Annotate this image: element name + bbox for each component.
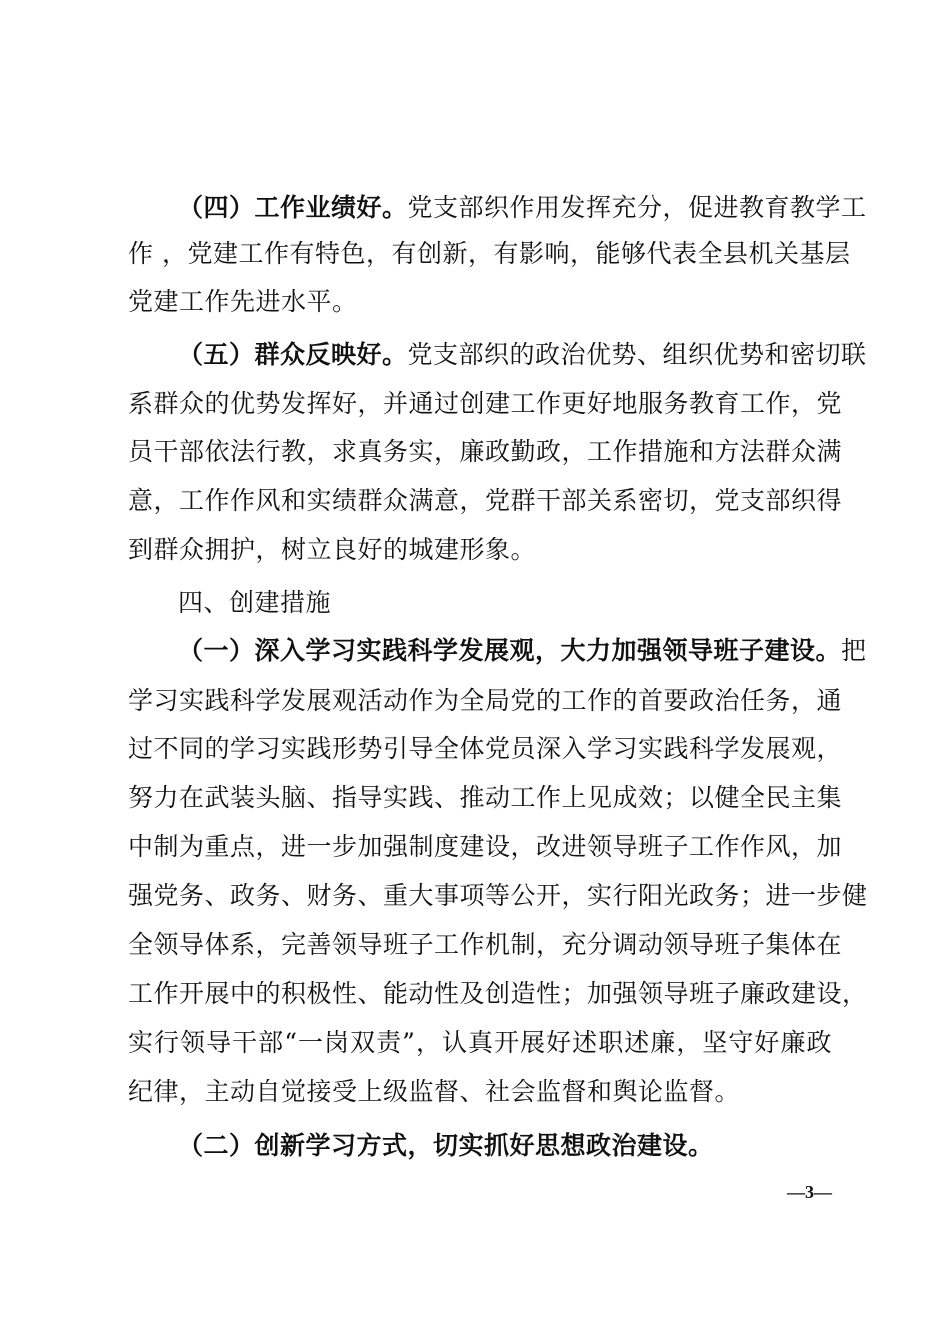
item5-line1-text: 党支部织的政治优势、组织优势和密切联: [407, 340, 867, 369]
item4-line3: 党建工作先进水平。: [128, 287, 358, 316]
item5-line2: 系群众的优势发挥好，并通过创建工作更好地服务教育工作，党: [128, 389, 843, 418]
item5-lead: （五）群众反映好。: [178, 340, 408, 369]
measure1-line1: [178, 633, 867, 669]
measure1-line10: 纪律，主动自觉接受上级监督、社会监督和舆论监督。: [128, 1077, 741, 1106]
measure1-line7: 全领导体系，完善领导班子工作机制，充分调动领导班子集体在: [128, 930, 843, 959]
item4-lead: （四）工作业绩好。: [178, 193, 408, 222]
item4-line1: [178, 190, 867, 226]
item4-line1-text: 党支部织作用发挥充分，促进教育教学工: [407, 193, 867, 222]
item4-line2: 作 ，党建工作有特色，有创新，有影响，能够代表全县机关基层: [128, 239, 851, 268]
measure1-line4: 努力在武装头脑、指导实践、推动工作上见成效；以健全民主集: [128, 783, 843, 812]
item5-line1: [178, 337, 867, 373]
measure1-line1-text: 把: [841, 636, 867, 665]
page-number: —3—: [787, 1182, 832, 1202]
measure1-line5: 中制为重点，进一步加强制度建设，改进领导班子工作作风，加: [128, 832, 843, 861]
measure1-line6: 强党务、政务、财务、重大事项等公开，实行阳光政务；进一步健: [128, 881, 868, 910]
measure1-line2: 学习实践科学发展观活动作为全局党的工作的首要政治任务，通: [128, 686, 843, 715]
measure1-line9: 实行领导干部“一岗双责”，认真开展好述职述廉，坚守好廉政: [128, 1028, 832, 1057]
section-heading: 四、创建措施: [178, 588, 332, 617]
item5-line5: 到群众拥护，树立良好的城建形象。: [128, 535, 537, 564]
item5-line4: 意，工作作风和实绩群众满意，党群干部关系密切，党支部织得: [128, 486, 843, 515]
measure1-line3: 过不同的学习实践形势引导全体党员深入学习实践科学发展观，: [128, 734, 843, 763]
measure1-lead: （一）深入学习实践科学发展观，大力加强领导班子建设。: [178, 636, 842, 665]
measure2-heading: （二）创新学习方式，切实抓好思想政治建设。: [178, 1131, 714, 1160]
measure1-line8: 工作开展中的积极性、能动性及创造性；加强领导班子廉政建设，: [128, 979, 868, 1008]
item5-line3: 员干部依法行教，求真务实，廉政勤政，工作措施和方法群众满: [128, 437, 843, 466]
